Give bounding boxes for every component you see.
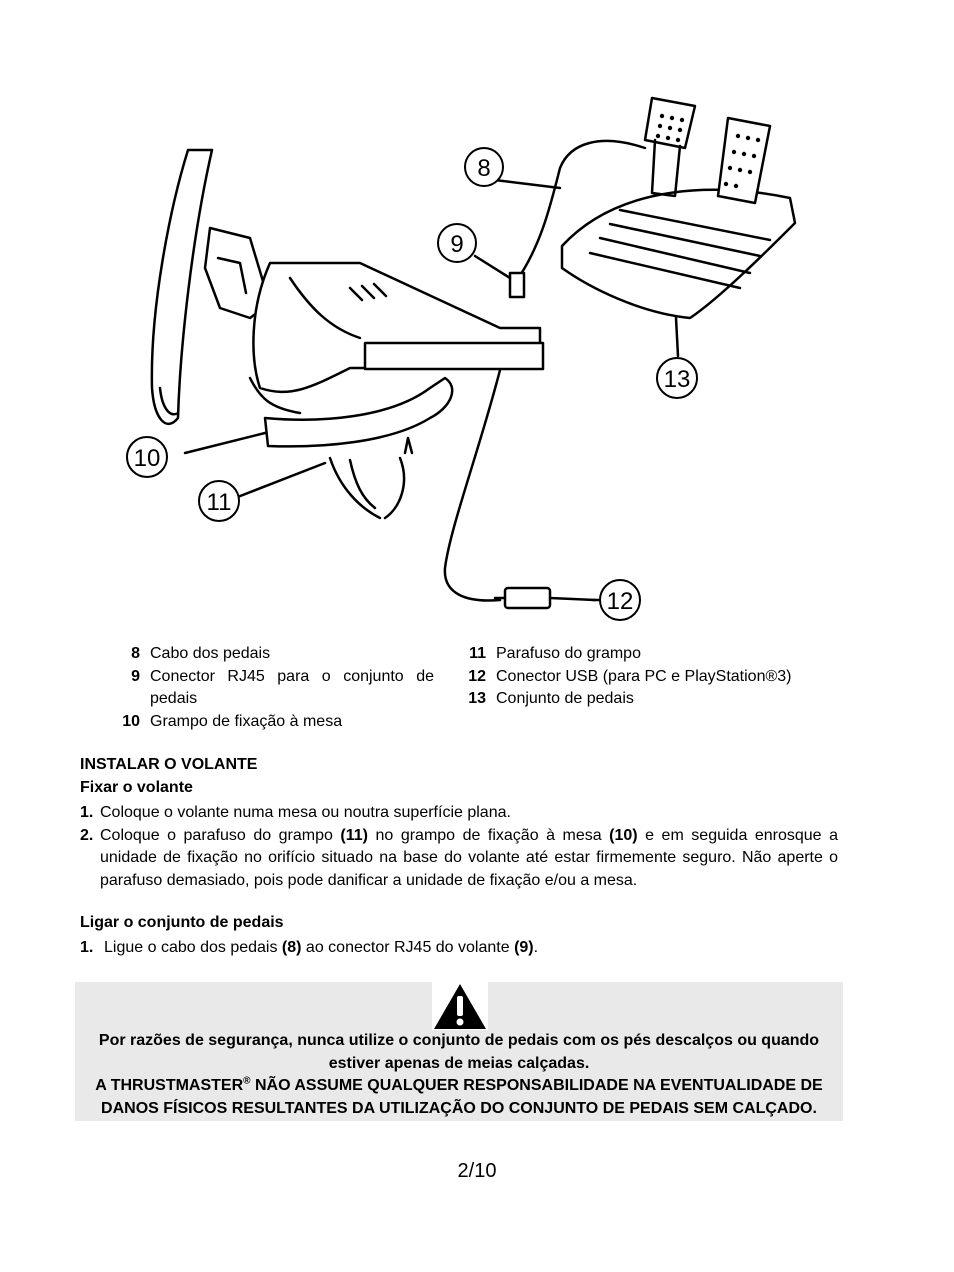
step-number: 1. xyxy=(80,804,94,821)
pedal-right xyxy=(718,118,770,203)
rj45-plug-drawing xyxy=(510,273,524,297)
legend-item xyxy=(112,643,434,666)
step-item xyxy=(80,825,838,893)
step-number: 2. xyxy=(80,826,94,844)
legend-number: 12 xyxy=(468,667,486,685)
text-run: ao conector RJ45 do volante xyxy=(301,939,515,956)
warning-triangle-icon xyxy=(432,982,488,1030)
step-text xyxy=(104,937,838,960)
warning-line-2 xyxy=(75,1075,843,1120)
legend-number: 11 xyxy=(469,645,486,662)
legend-number: 9 xyxy=(131,667,140,685)
legend-item xyxy=(112,711,434,734)
registered-mark: ® xyxy=(243,1075,251,1087)
callout-label: 10 xyxy=(133,445,161,472)
fix-steps xyxy=(80,802,838,892)
ref-9: (9) xyxy=(514,939,534,956)
legend-text: Parafuso do grampo xyxy=(496,645,641,662)
section-heading: INSTALAR O VOLANTE xyxy=(80,756,258,773)
legend-number: 8 xyxy=(131,645,140,662)
step-item xyxy=(80,937,838,960)
ref-11: (11) xyxy=(340,826,368,844)
legend-text: Conector RJ45 para o conjunto de pedais xyxy=(150,667,434,707)
ref-8: (8) xyxy=(281,939,302,956)
step-text: Coloque o volante numa mesa ou noutra superfície plana. xyxy=(100,804,511,821)
legend-left xyxy=(112,643,434,733)
legend-text: Conjunto de pedais xyxy=(496,690,634,707)
callout-label: 13 xyxy=(663,366,691,393)
step-number: 1. xyxy=(80,939,94,956)
text-run: Coloque o parafuso do grampo xyxy=(100,826,341,844)
text-run: Ligue o cabo dos pedais xyxy=(104,939,282,956)
steering-wheel-rim xyxy=(152,150,212,424)
subsection-heading-pedals: Ligar o conjunto de pedais xyxy=(80,914,284,931)
usb-plug-drawing xyxy=(505,588,550,608)
legend-text: Conector USB (para PC e PlayStation®3) xyxy=(496,667,792,685)
pedal-steps xyxy=(80,937,838,960)
legend-text: Cabo dos pedais xyxy=(150,645,271,662)
subsection-heading-fix: Fixar o volante xyxy=(80,779,193,796)
ref-10: (10) xyxy=(609,826,638,844)
pedal-left xyxy=(645,98,695,148)
callout-label: 12 xyxy=(606,588,634,615)
front-bar xyxy=(365,343,543,369)
legend-text: Grampo de fixação à mesa xyxy=(150,712,343,730)
step-text xyxy=(100,825,838,893)
callout-label: 8 xyxy=(477,155,491,182)
step-item xyxy=(80,802,838,825)
page-number: 2/10 xyxy=(457,1160,497,1182)
legend-right xyxy=(458,643,818,711)
warning-text xyxy=(75,1030,843,1120)
legend-item xyxy=(112,666,434,711)
callout-label: 11 xyxy=(206,489,232,516)
text-run: e em seguida enrosque a unidade de fixação no orifício situado na base do volante até estar firmemente seguro. Não aperte o parafuso demasiado, pois pode danificar a unidade de fixação e/ou a mesa. xyxy=(100,826,838,889)
text-run: NÃO ASSUME QUALQUER RESPONSABILIDADE NA EVENTUALIDADE DE DANOS FÍSICOS RESULTANTES DA UTILIZAÇÃO DO CONJUNTO DE PEDAIS SEM CALÇADO. xyxy=(101,1077,823,1117)
warning-line-1: Por razões de segurança, nunca utilize o conjunto de pedais com os pés descalços ou quando estiver apenas de meias calçadas. xyxy=(98,1032,820,1072)
safety-warning-box xyxy=(75,982,843,1121)
legend-item xyxy=(458,666,818,689)
text-run: A THRUSTMASTER xyxy=(95,1077,244,1094)
wheel-base-body xyxy=(253,263,540,392)
legend-number: 13 xyxy=(468,690,486,707)
legend-item xyxy=(458,688,818,711)
text-run: . xyxy=(533,939,539,956)
legend-item xyxy=(458,643,818,666)
wheel-pedals-illustration xyxy=(100,88,860,628)
legend-number: 10 xyxy=(122,712,140,730)
callout-label: 9 xyxy=(450,231,464,258)
text-run: no grampo de fixação à mesa xyxy=(367,826,610,844)
warning-icon-box xyxy=(432,982,488,1030)
